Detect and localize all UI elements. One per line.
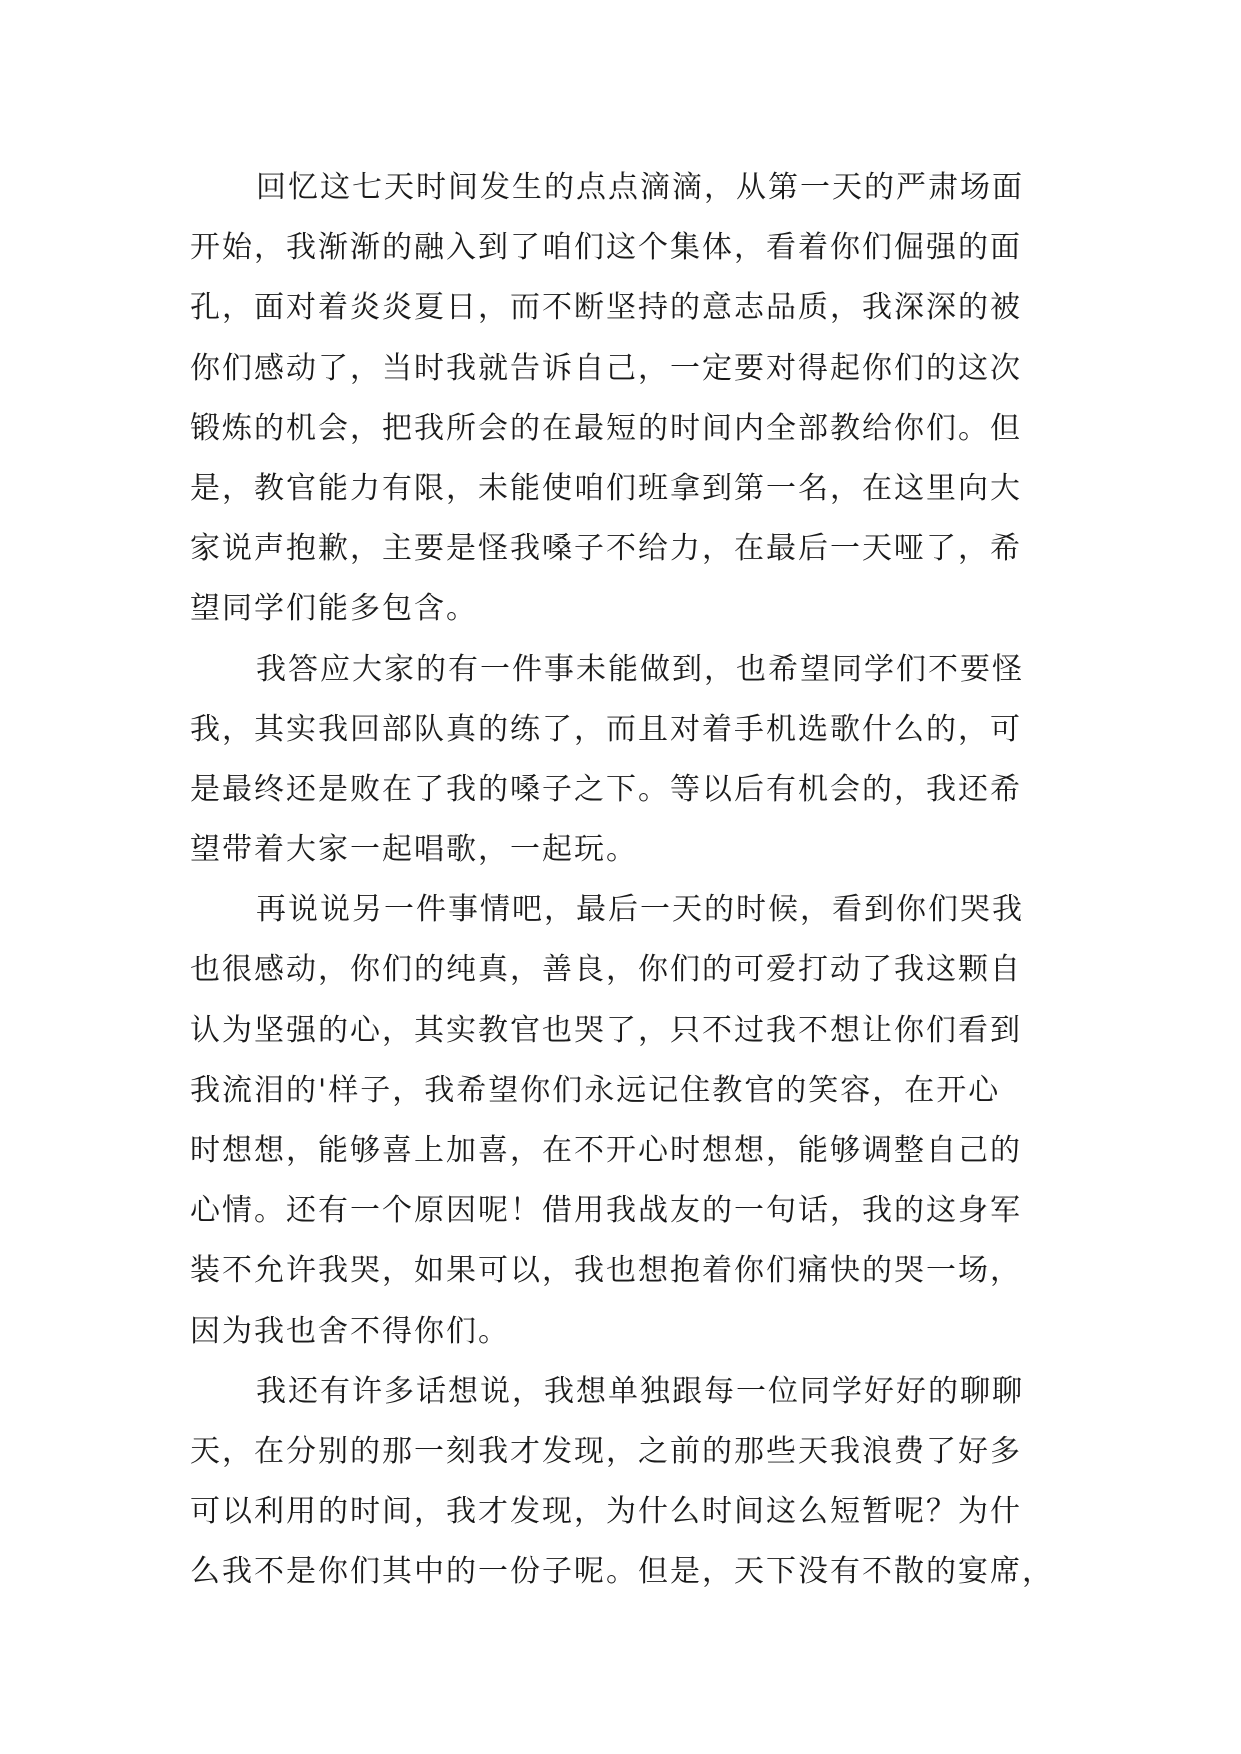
text-line: 么我不是你们其中的一份子呢。但是，天下没有不散的宴席， (190, 1554, 1054, 1590)
text-line: 你们感动了，当时我就告诉自己，一定要对得起你们的这次 (190, 350, 1022, 386)
paragraph (190, 158, 1055, 640)
text-line: 我，其实我回部队真的练了，而且对着手机选歌什么的，可 (190, 711, 1022, 747)
text-line: 也很感动，你们的纯真，善良，你们的可爱打动了我这颗自 (190, 952, 1022, 988)
text-line: 时想想，能够喜上加喜，在不开心时想想，能够调整自己的 (190, 1133, 1022, 1168)
text-line: 天，在分别的那一刻我才发现，之前的那些天我浪费了好多 (190, 1433, 1022, 1469)
text-line: 我答应大家的有一件事未能做到，也希望同学们不要怪 (256, 651, 1024, 687)
text-line: 可以利用的时间，我才发现，为什么时间这么短暂呢？为什 (190, 1494, 1022, 1530)
text-line: 再说说另一件事情吧，最后一天的时候，看到你们哭我 (256, 892, 1024, 928)
paragraph (190, 880, 1055, 1362)
paragraph (190, 640, 1055, 881)
text-line: 开始，我渐渐的融入到了咱们这个集体，看着你们倔强的面 (190, 230, 1022, 266)
text-line: 孔，面对着炎炎夏日，而不断坚持的意志品质，我深深的被 (190, 290, 1022, 326)
text-line: 心情。还有一个原因呢！借用我战友的一句话，我的这身军 (190, 1193, 1022, 1229)
text-line: 锻炼的机会，把我所会的在最短的时间内全部教给你们。但 (190, 410, 1022, 446)
text-line: 望带着大家一起唱歌，一起玩。 (190, 832, 638, 868)
text-line: 我还有许多话想说，我想单独跟每一位同学好好的聊聊 (256, 1373, 1024, 1409)
text-line: 装不允许我哭，如果可以，我也想抱着你们痛快的哭一场， (190, 1253, 1022, 1289)
document-body (190, 158, 1055, 1603)
text-line: 我流泪的'样子，我希望你们永远记住教官的笑容，在开心 (190, 1072, 1001, 1108)
text-line: 是最终还是败在了我的嗓子之下。等以后有机会的，我还希 (190, 771, 1022, 807)
text-line: 认为坚强的心，其实教官也哭了，只不过我不想让你们看到 (190, 1012, 1022, 1048)
text-line: 家说声抱歉，主要是怪我嗓子不给力，在最后一天哑了，希 (190, 531, 1022, 567)
text-line: 是，教官能力有限，未能使咱们班拿到第一名，在这里向大 (190, 470, 1022, 506)
text-line: 回忆这七天时间发生的点点滴滴，从第一天的严肃场面 (256, 170, 1024, 205)
paragraph (190, 1362, 1055, 1603)
text-line: 望同学们能多包含。 (190, 591, 478, 627)
text-line: 因为我也舍不得你们。 (190, 1313, 510, 1349)
